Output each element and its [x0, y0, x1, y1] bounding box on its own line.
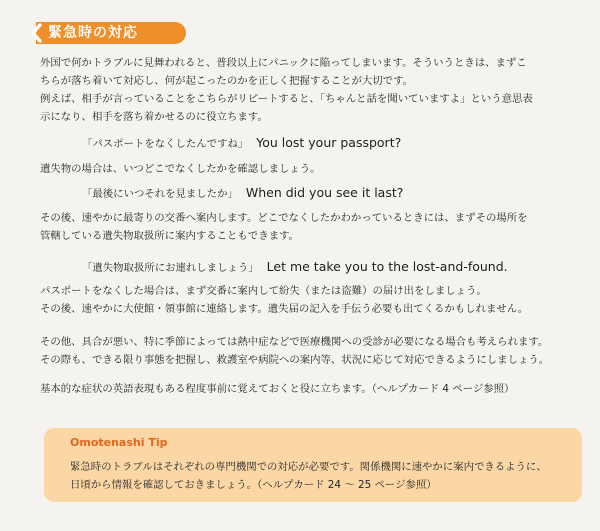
- omotenashi-tip-box: [44, 428, 582, 502]
- tip-line-1: 緊急時のトラブルはそれぞれの専門機関での対応が必要です。関係機関に速やかに案内できるように、: [70, 461, 547, 473]
- tip-title: Omotenashi Tip: [70, 436, 168, 449]
- intro-line-1: 外国で何かトラブルに見舞われると、普段以上にパニックに陥ってしまいます。そういうときは、まずこ: [40, 57, 527, 69]
- example-jp: 「パスポートをなくしたんですね」: [82, 138, 249, 150]
- guide-line-2: 管轄している遺失物取扱所に案内することもできます。: [40, 230, 299, 242]
- example-en: Let me take you to the lost-and-found.: [266, 259, 508, 274]
- example-en: When did you see it last?: [245, 185, 404, 200]
- section-title: 緊急時の対応: [48, 25, 138, 41]
- passport-line-2: その後、速やかに大使館・領事館に連絡します。遺失届の記入を手伝う必要も出てくるかもしれません。: [40, 303, 529, 315]
- intro-line-3: 例えば、相手が言っていることをこちらがリピートすると、「ちゃんと話を聞いていますよ」という意思表: [40, 93, 533, 105]
- symptoms-note: 基本的な症状の英語表現もある程度事前に覚えておくと役に立ちます。（ヘルプカード 4 ページ参照）: [40, 383, 515, 395]
- illness-line-2: その際も、できる限り事態を把握し、救護室や病院への案内等、状況に応じて対応できるようにしましょう。: [40, 354, 550, 366]
- example-jp: 「最後にいつそれを見ましたか」: [82, 188, 238, 200]
- intro-line-4: 示になり、相手を落ち着かせるのに役立ちます。: [40, 111, 268, 123]
- example-phrase-3: [82, 258, 508, 277]
- passport-line-1: パスポートをなくした場合は、まず交番に案内して紛失（または盗難）の届け出をしましょう。: [40, 285, 487, 297]
- example-en: You lost your passport?: [256, 135, 402, 150]
- intro-line-2: ちらが落ち着いて対応し、何が起こったのかを正しく把握することが大切です。: [40, 75, 414, 87]
- guide-line-1: その後、速やかに最寄りの交番へ案内します。どこでなくしたかわかっているときには、まずその場所を: [40, 212, 528, 224]
- chevron-left-icon: [28, 22, 46, 44]
- illness-line-1: その他、具合が悪い、特に季節によっては熱中症などで医療機関への受診が必要になる場合も考えられます。: [40, 336, 549, 348]
- tip-line-2: 日頃から情報を確認しておきましょう。（ヘルプカード 24 ～ 25 ページ参照）: [70, 479, 437, 491]
- example-phrase-2: [82, 184, 403, 203]
- example-jp: 「遺失物取扱所にお連れしましょう」: [82, 262, 259, 274]
- lost-item-intro: 遺失物の場合は、いつどこでなくしたかを確認しましょう。: [40, 163, 321, 175]
- example-phrase-1: [82, 134, 401, 153]
